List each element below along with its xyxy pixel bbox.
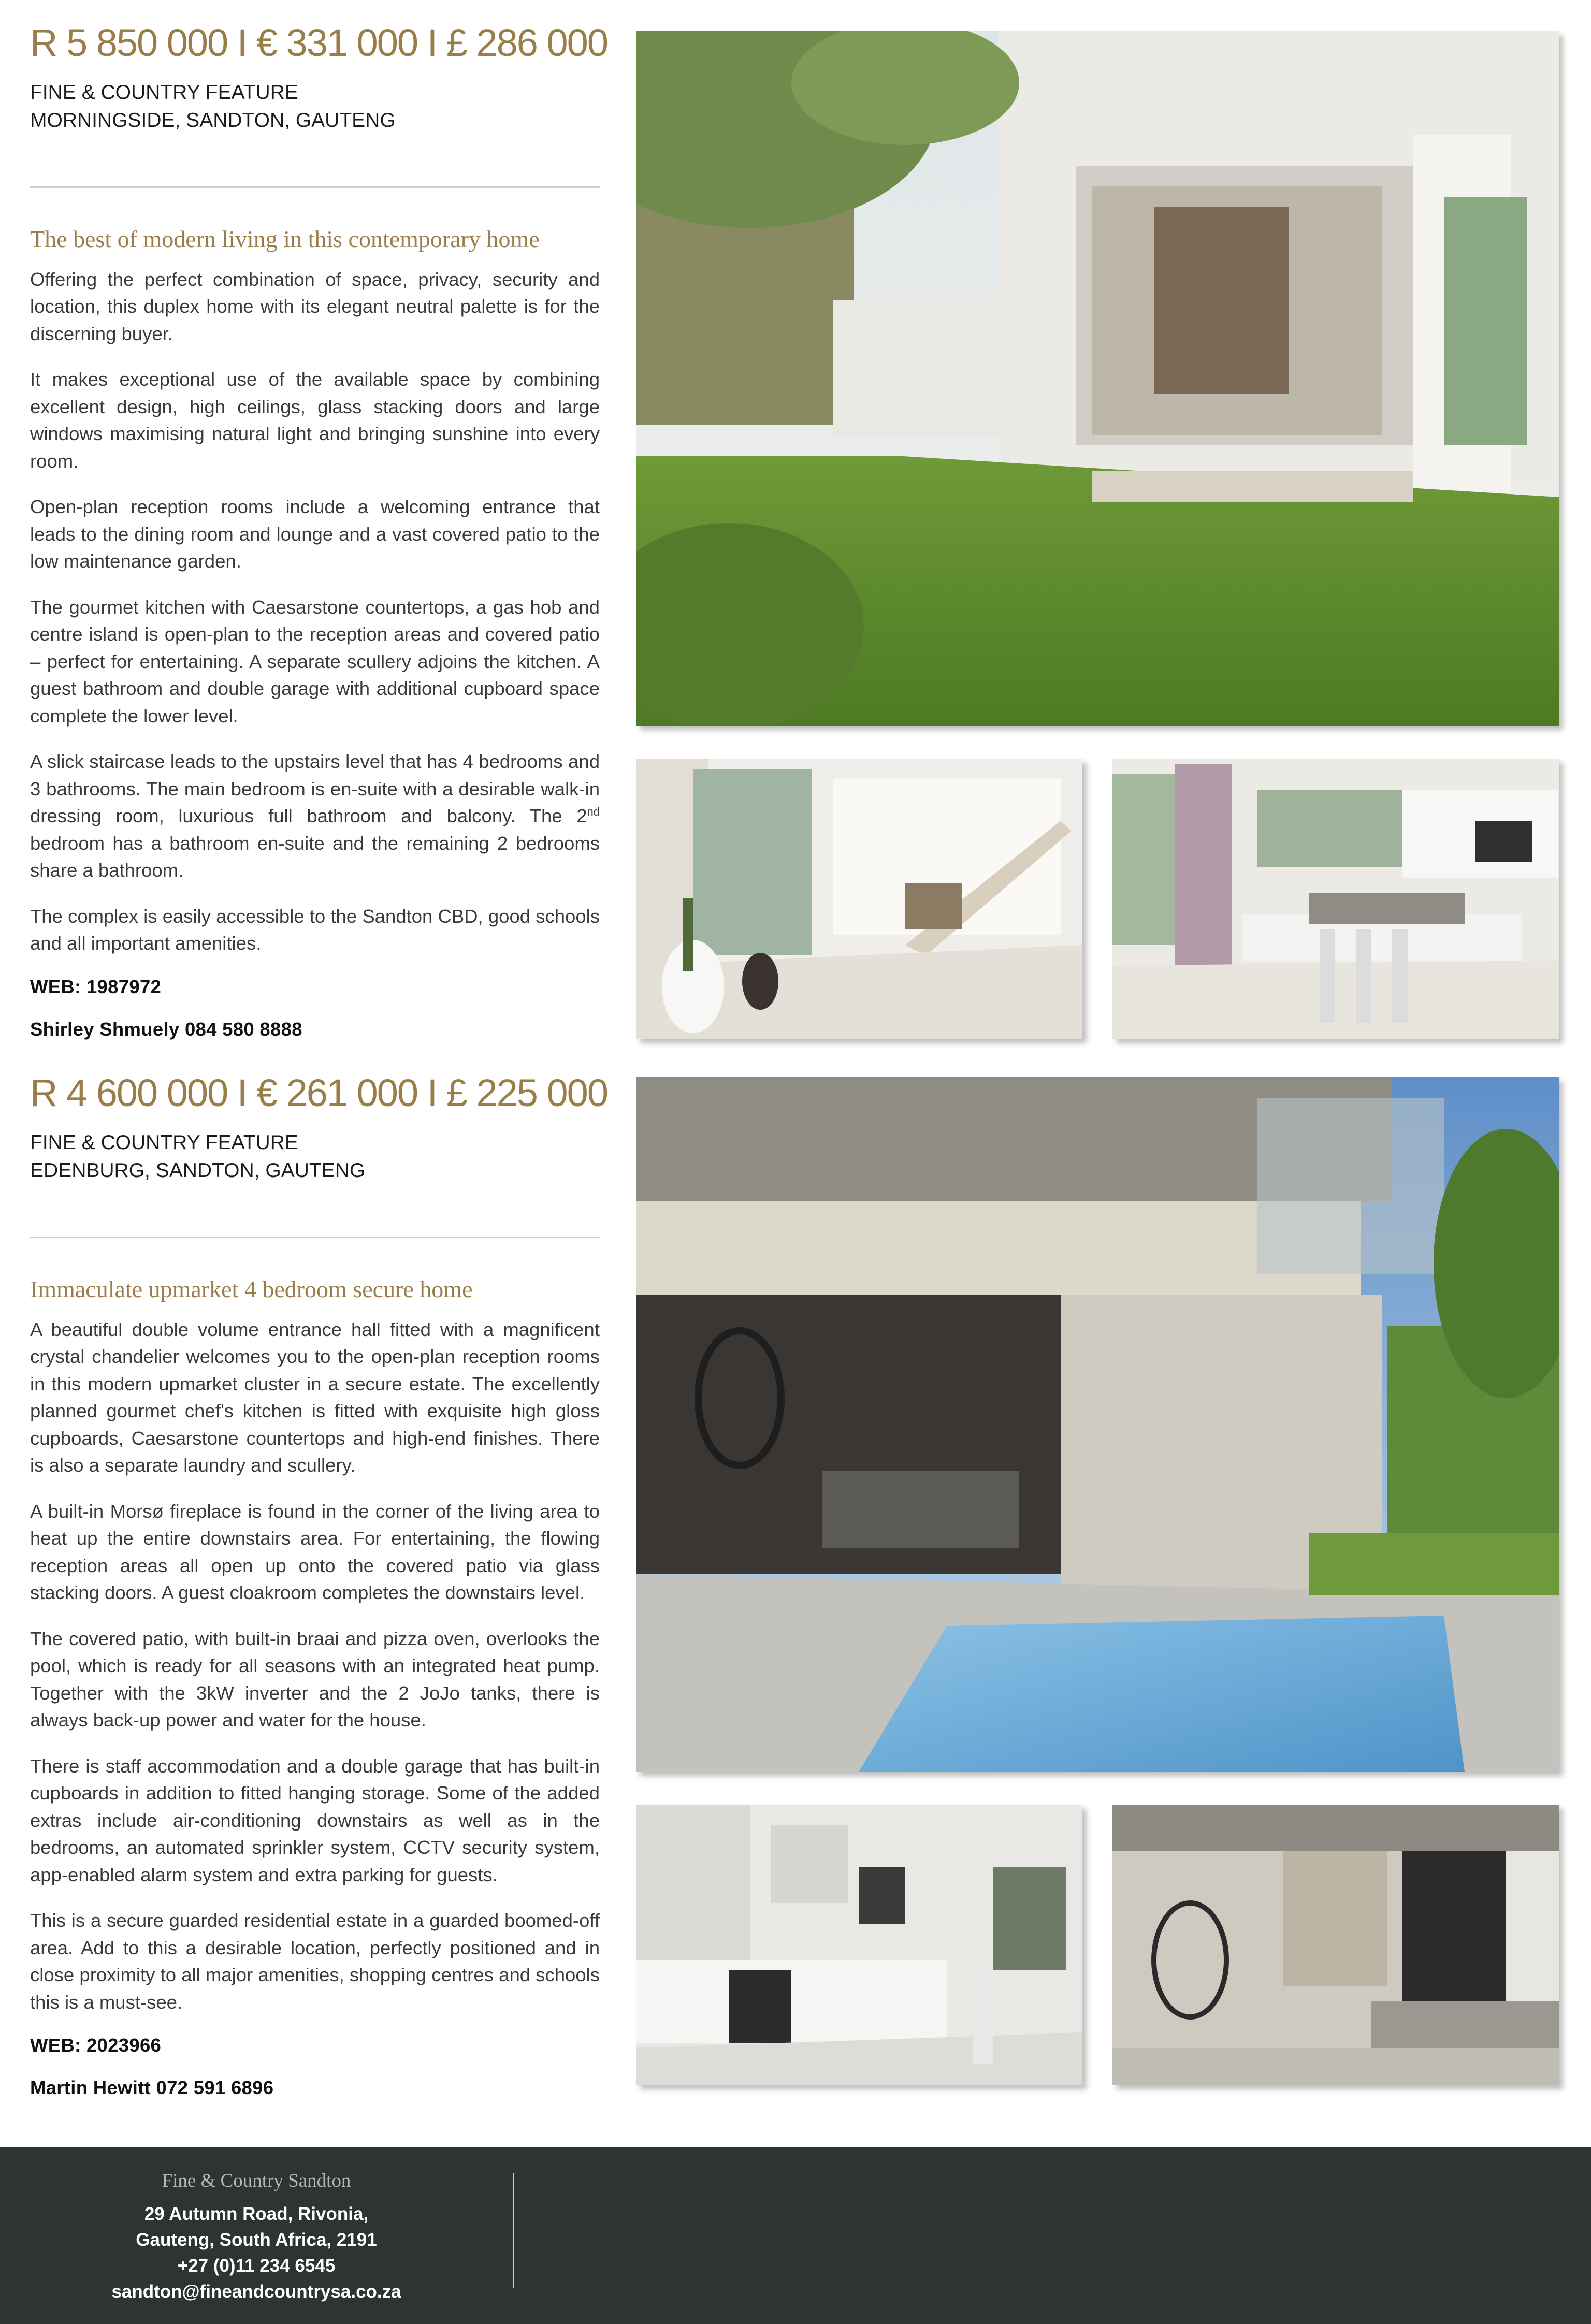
agent-contact: Shirley Shmuely 084 580 8888: [30, 1018, 302, 1040]
web-reference: WEB: 2023966: [30, 2035, 162, 2056]
main-photo-pool-patio: [636, 1077, 1559, 1772]
description-paragraph: [30, 748, 600, 884]
feature-block: [30, 79, 600, 135]
kitchen-photo-illustration: [636, 1805, 1082, 2085]
price: R 5 850 000 I € 331 000 I £ 286 000: [30, 21, 608, 64]
listing-edenburg: [0, 1046, 1591, 2128]
garden-photo-illustration: [636, 31, 1559, 726]
description-paragraph: The gourmet kitchen with Caesarstone countertops, a gas hob and centre island is open-plan to the reception areas and covered patio – perfect for entertaining. A separate scullery adjoins the kitchen. A guest bathroom and double garage with additional cupboard space complete the lower level.: [30, 596, 600, 727]
description-paragraph: There is staff accommodation and a double garage that has built-in cupboards in addition to fitted hanging storage. Some of the added extras include air-conditioning downstairs as well as in the bedrooms, an automated sprinkler system, CCTV security system, app-enabled alarm system and extra parking for guests.: [30, 1755, 600, 1885]
description-paragraph: A beautiful double volume entrance hall fitted with a magnificent crystal chandelier welcomes you to the open-plan reception rooms in this modern upmarket cluster in a secure estate. The excellently planned gourmet chef's kitchen is fitted with exquisite high gloss cupboards, Caesarstone countertops and high-end finishes. There is also a separate laundry and scullery.: [30, 1318, 600, 1476]
pool-photo-illustration: [636, 1077, 1559, 1772]
ordinal-superscript: nd: [587, 805, 600, 819]
web-reference: WEB: 1987972: [30, 976, 162, 997]
description-paragraph: The complex is easily accessible to the Sandton CBD, good schools and all important amenities.: [30, 905, 600, 954]
photo-staircase-entrance: [636, 759, 1082, 1039]
office-name: Fine & Country Sandton: [162, 2170, 351, 2191]
agent-contact: Martin Hewitt 072 591 6896: [30, 2077, 274, 2099]
office-address-line-1: 29 Autumn Road, Rivonia,: [144, 2204, 369, 2224]
description-paragraph: The covered patio, with built-in braai and pizza oven, overlooks the pool, which is ready for all seasons with an integrated heat pump. Together with the 3kW inverter and the 2 JoJo tanks, there is always back-up power and water for the house.: [30, 1628, 600, 1731]
photo-patio-lounge: [1112, 1805, 1559, 2085]
description-paragraph: It makes exceptional use of the available space by combining excellent design, high ceilings, glass stacking doors and large windows maximising natural light and bringing sunshine into every room.: [30, 369, 600, 472]
office-address-line-2: Gauteng, South Africa, 2191: [136, 2230, 377, 2250]
feature-label: FINE & COUNTRY FEATURE: [30, 1131, 298, 1154]
footer: [0, 2147, 1591, 2324]
listing-text: [30, 0, 608, 1040]
paragraph-text: A slick staircase leads to the upstairs level that has 4 bedrooms and 3 bathrooms. The main bedroom is en-suite with a desirable walk-in dressing room, luxurious full bathroom and balcony. The 2: [30, 751, 600, 827]
footer-divider: [513, 2173, 514, 2288]
office-email[interactable]: sandton@fineandcountrysa.co.za: [111, 2282, 401, 2302]
headline: The best of modern living in this contemporary home: [30, 225, 540, 252]
location: MORNINGSIDE, SANDTON, GAUTENG: [30, 109, 396, 132]
description-paragraph: This is a secure guarded residential estate in a guarded boomed-off area. Add to this a desirable location, perfectly positioned and in close proximity to all major amenities, shopping centres and schools this is a must-see.: [30, 1910, 600, 2013]
price: R 4 600 000 I € 261 000 I £ 225 000: [30, 1071, 608, 1114]
divider: [30, 186, 600, 188]
feature-label: FINE & COUNTRY FEATURE: [30, 81, 298, 104]
staircase-photo-illustration: [636, 759, 1082, 1039]
description-paragraph: A built-in Morsø fireplace is found in the corner of the living area to heat up the entire downstairs area. For entertaining, the flowing reception areas all open up onto the covered patio via glass stacking doors. A guest cloakroom completes the downstairs level.: [30, 1500, 600, 1604]
kitchen-photo-illustration: [1112, 759, 1559, 1039]
photo-kitchen-2: [636, 1805, 1082, 2085]
divider: [30, 1237, 600, 1238]
listing-morningside: [0, 0, 1591, 1056]
patio-lounge-photo-illustration: [1112, 1805, 1559, 2085]
feature-block: [30, 1129, 600, 1185]
listing-text: [30, 1046, 608, 2099]
office-phone[interactable]: +27 (0)11 234 6545: [177, 2256, 336, 2276]
headline: Immaculate upmarket 4 bedroom secure home: [30, 1275, 473, 1302]
location: EDENBURG, SANDTON, GAUTENG: [30, 1159, 366, 1182]
description-paragraph: Offering the perfect combination of space, privacy, security and location, this duplex home with its elegant neutral palette is for the discerning buyer.: [30, 268, 600, 344]
paragraph-text: bedroom has a bathroom en-suite and the remaining 2 bedrooms share a bathroom.: [30, 832, 600, 881]
main-photo-garden: [636, 31, 1559, 726]
photo-kitchen: [1112, 759, 1559, 1039]
description-paragraph: Open-plan reception rooms include a welcoming entrance that leads to the dining room and lounge and a vast covered patio to the low maintenance garden.: [30, 496, 600, 572]
